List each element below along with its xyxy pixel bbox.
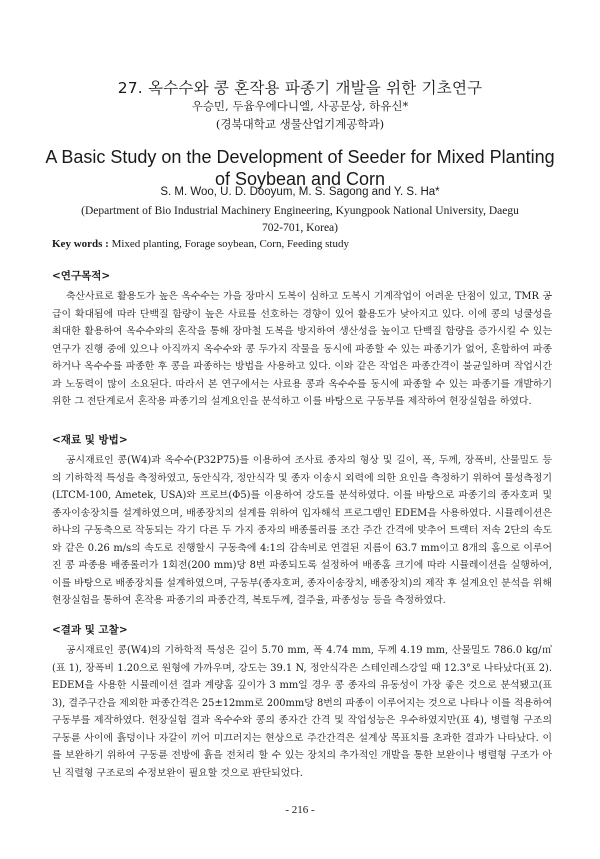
affiliation-english: (Department of Bio Industrial Machinery Engineering, Kyungpook National University, Daegu 702-701, Korea) <box>81 205 519 234</box>
section-heading-purpose: <연구목적> <box>52 270 111 282</box>
affiliation-korean: (경북대학교 생물산업기계공학과) <box>215 117 385 131</box>
section-heading-results: <결과 및 고찰> <box>52 624 128 636</box>
section-body-purpose <box>52 288 552 411</box>
paper-title-korean: 27. 옥수수와 콩 혼작용 파종기 개발을 위한 기초연구 <box>117 79 483 97</box>
section-heading-methods: <재료 및 방법> <box>52 434 128 446</box>
authors-korean: 우승민, 두윰우에다니엘, 사공문상, 하유신* <box>191 99 409 113</box>
paper-title-english: A Basic Study on the Development of Seeder for Mixed Planting of Soybean and Corn <box>45 147 555 189</box>
keywords-label: Key words : <box>52 238 109 250</box>
section-body-methods <box>52 452 552 610</box>
keywords-line <box>52 238 552 250</box>
authors-english: S. M. Woo, U. D. Dooyum, M. S. Sagong and Y. S. Ha* <box>160 186 440 198</box>
keywords-text: Mixed planting, Forage soybean, Corn, Feeding study <box>111 238 349 250</box>
section-body-results <box>52 642 552 782</box>
page-number: - 216 - <box>285 804 315 816</box>
section-paragraph: 축산사료로 활용도가 높은 옥수수는 가을 장마시 도복이 심하고 도복시 기계작업이 어려운 단점이 있고, TMR 공급이 확대됨에 따라 단백질 함량이 높은 사료를 선호하는 경향이 있어 활용도가 낮아지고 있다. 이에 콩의 넝쿨성을 최대한 활용하여 옥수수와의 혼작을 통해 장마철 도복을 방지하여 생산성을 높이고 단백질 함량을 증가시킬 수 있는 연구가 진행 중에 있으나 아직까지 옥수수와 콩 두가지 작물을 동시에 파종할 수 있는 파종기가 없어, 혼합하여 파종하거나 옥수수를 파종한 후 콩을 파종하는 방법을 사용하고 있다. 이와 같은 작업은 파종간격이 불균일하며 작업시간과 노동력이 많이 소요된다. 따라서 본 연구에서는 사료용 콩과 옥수수를 동시에 파종할 수 있는 파종기를 개발하기 위한 그 전단계로서 혼작용 파종기의 설계요인을 분석하고 이를 바탕으로 구동부를 제작하여 현장실험을 하였다. <box>52 291 552 407</box>
section-paragraph: 공시재료인 콩(W4)의 기하학적 특성은 길이 5.70 mm, 폭 4.74 mm, 두께 4.19 mm, 산물밀도 786.0 kg/㎥(표 1), 장폭비 1.20으로 원형에 가까우며, 강도는 39.1 N, 정안식각은 스테인레스강일 때 12.3°로 나타났다(표 2). EDEM을 사용한 시뮬레이션 결과 계량홈 깊이가 3 mm일 경우 콩 종자의 유동성이 가장 좋은 것으로 분석됐고(표 3), 결주구간을 제외한 파종간격은 25±12mm로 200mm당 8번의 파종이 이루어지는 것으로 나타나 이를 적용하여 구동부를 제작하였다. 현장실험 결과 옥수수와 콩의 종자간 간격 및 작업성능은 우수하였지만(표 4), 병렬형 구조의 구동륜 사이에 흙덩이나 자갈이 끼어 미끄러지는 현상으로 주간간격은 설계상 목표치를 초과한 결과가 나타났다. 이를 보완하기 위하여 구동륜 전방에 흙을 전처리 할 수 있는 장치의 추가적인 개발을 통한 보완이나 병렬형 구조가 아닌 직렬형 구조로의 수정보완이 필요할 것으로 판단되었다. <box>52 645 552 779</box>
section-paragraph: 공시재료인 콩(W4)과 옥수수(P32P75)를 이용하여 조사료 종자의 형상 및 길이, 폭, 두께, 장폭비, 산물밀도 등의 기하학적 특성을 측정하였고, 동안식각, 정안식각 및 종자 이송시 외력에 의한 요인을 측정하기 위하여 물성측정기(LTCM-100, Ametek, USA)와 프로브(Φ5)를 이용하여 강도를 분석하였다. 이를 바탕으로 파종기의 종자호퍼 및 종자이송장치를 설계하였으며, 배종장치의 설계를 위하여 입자해석 프로그램인 EDEM을 사용하였다. 시뮬레이션은 하나의 구동축으로 작동되는 각기 다른 두 가지 종자의 배종롤러를 조간 주간 간격에 맞추어 트랙터 저속 2단의 속도와 같은 0.26 m/s의 속도로 진행할시 구동축에 4:1의 감속비로 연결된 지름이 63.7 mm이고 8개의 홈으로 이루어진 콩 파종용 배종롤러가 1회전(200 mm)당 8번 파종되도록 설정하여 배종홈 크기에 따라 시뮬레이션을 실행하여, 이를 바탕으로 배종장치를 설계하였으며, 구동부(종자호퍼, 종자이송장치, 배종장치)의 제작 후 설계요인 분석을 위해 현장실험을 통하여 혼작용 파종기의 파종간격, 복토두께, 결주율, 파종성능 등을 측정하였다. <box>52 455 552 606</box>
